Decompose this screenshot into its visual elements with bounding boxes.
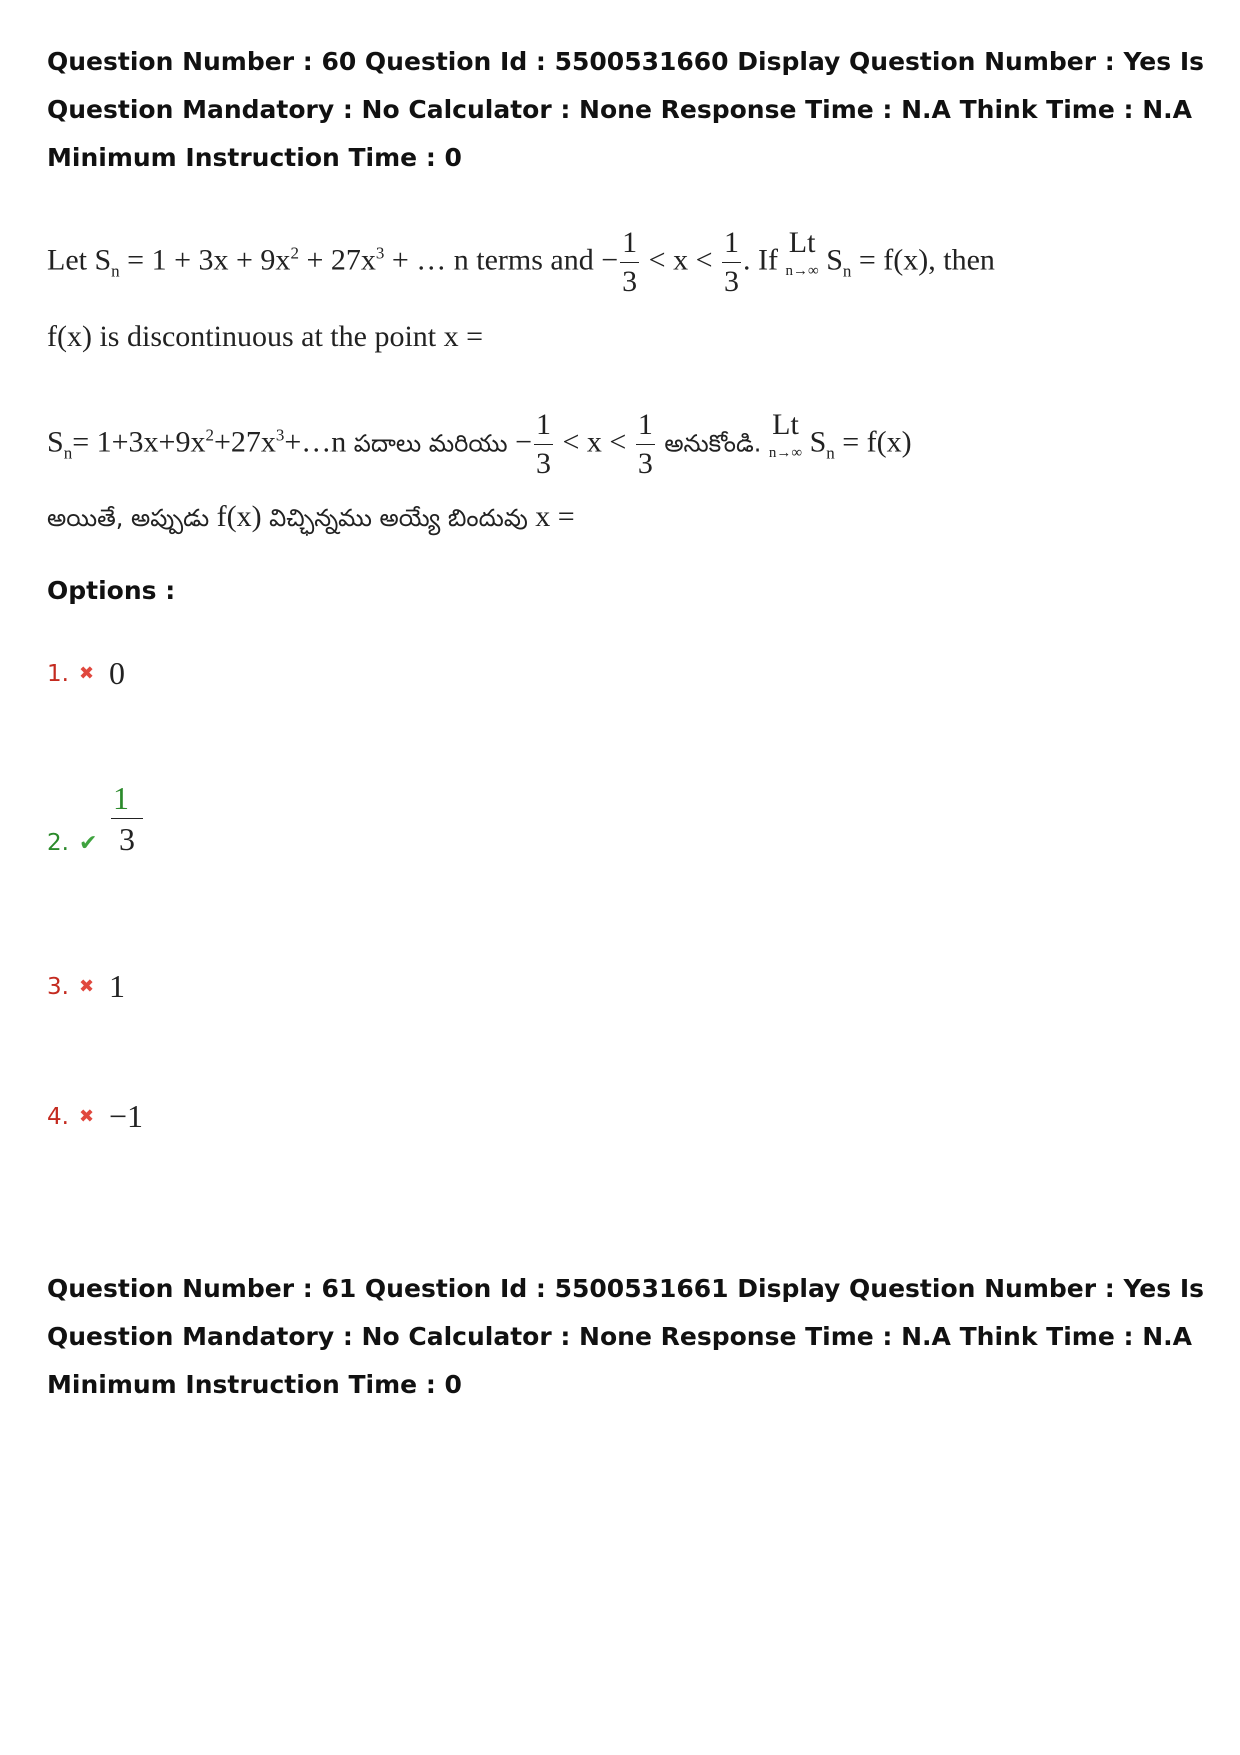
question-61-metadata: Question Number : 61 Question Id : 5500531661 Display Question Number : Yes Is Question Mandatory : No Calculator : None Response Time : N.A Think Time : N.A Minimum Instruction Time : 0 <box>47 1274 1205 1399</box>
te-line2-end: x = <box>535 500 575 533</box>
en-ineq: < x < <box>648 243 713 277</box>
en-eq-then: = f(x), then <box>858 243 995 277</box>
te-limit: Lt n→∞ <box>768 408 803 461</box>
te-frac-left: $\frac{1}{3}$ <box>535 408 551 480</box>
en-series: = 1 + 3x + 9x <box>127 243 291 277</box>
option-4-value: −1 <box>109 1098 144 1134</box>
options-label: Options : <box>47 576 176 605</box>
te-plus27: +27x <box>213 425 276 459</box>
en-result: S <box>826 243 843 277</box>
te-series: = 1+3x+9x <box>72 425 206 459</box>
option-4 <box>47 1098 143 1135</box>
cross-icon: ✖ <box>79 976 95 997</box>
option-1-value: 0 <box>109 655 125 691</box>
en-frac-right: $\frac{1}{3}$ <box>724 226 740 298</box>
te-line2-fx: f(x) <box>216 500 262 533</box>
question-60-telugu-line1: $S_n=$ $1+3x+9x^2+27x^3+\dots n$ పదాలు మరియు − $\frac{1}{3}$ < x < $\frac{1}{3}$ అనుకోండి. Lt n→∞ $S_n = f(x)$ <box>47 408 912 480</box>
en-if: . If <box>743 243 778 277</box>
te-fx: = f(x) <box>842 425 912 459</box>
en-limit: Lt n→∞ <box>785 226 819 279</box>
option-2 <box>47 780 145 856</box>
te-tail: +…n <box>284 425 347 459</box>
en-power-2: 2 <box>290 243 299 263</box>
te-ineq: < x < <box>562 425 627 459</box>
cross-icon: ✖ <box>79 1106 95 1127</box>
question-60-english-line1: Let $S_n = 1 + 3x + 9x^2 + 27x^3$ + … n terms and − $\frac{1}{3}$ < x < $\frac{1}{3}$ . If Lt n→∞ $S_n = f(x)$, then <box>47 226 995 298</box>
te-frac-right: $\frac{1}{3}$ <box>637 408 653 480</box>
te-padalu: పదాలు మరియు <box>353 429 508 458</box>
question-60-metadata: Question Number : 60 Question Id : 5500531660 Display Question Number : Yes Is Question Mandatory : No Calculator : None Response Time : N.A Think Time : N.A Minimum Instruction Time : 0 <box>47 47 1205 172</box>
te-sn: S <box>47 425 64 459</box>
en-tail: + … n terms and <box>391 243 594 277</box>
option-4-number: 4. <box>47 1103 69 1130</box>
en-let: Let S <box>47 243 112 277</box>
option-1-number: 1. <box>47 660 69 687</box>
option-3-number: 3. <box>47 973 69 1000</box>
question-60-telugu-line2 <box>47 500 575 538</box>
check-icon: ✔ <box>79 830 98 856</box>
en-neg: − <box>601 243 619 277</box>
te-anukondi: అనుకోండి. <box>664 429 762 458</box>
option-3 <box>47 968 125 1005</box>
en-power-3: 3 <box>375 243 385 263</box>
option-1 <box>47 655 125 692</box>
te-line2-a: అయితే, అప్పుడు <box>47 504 210 532</box>
option-2-fraction: $\frac{1}{3}$ <box>111 782 143 855</box>
question-60-english-line2: f(x) is discontinuous at the point x = <box>47 320 484 353</box>
option-2-number: 2. <box>47 830 69 856</box>
en-frac-left: $\frac{1}{3}$ <box>622 226 638 298</box>
en-sub-n: n <box>111 261 120 281</box>
te-line2-b: విచ్ఛిన్నము అయ్యే బిందువు <box>269 504 528 532</box>
cross-icon: ✖ <box>79 663 95 684</box>
en-plus27: + 27x <box>306 243 376 277</box>
option-3-value: 1 <box>109 968 125 1004</box>
